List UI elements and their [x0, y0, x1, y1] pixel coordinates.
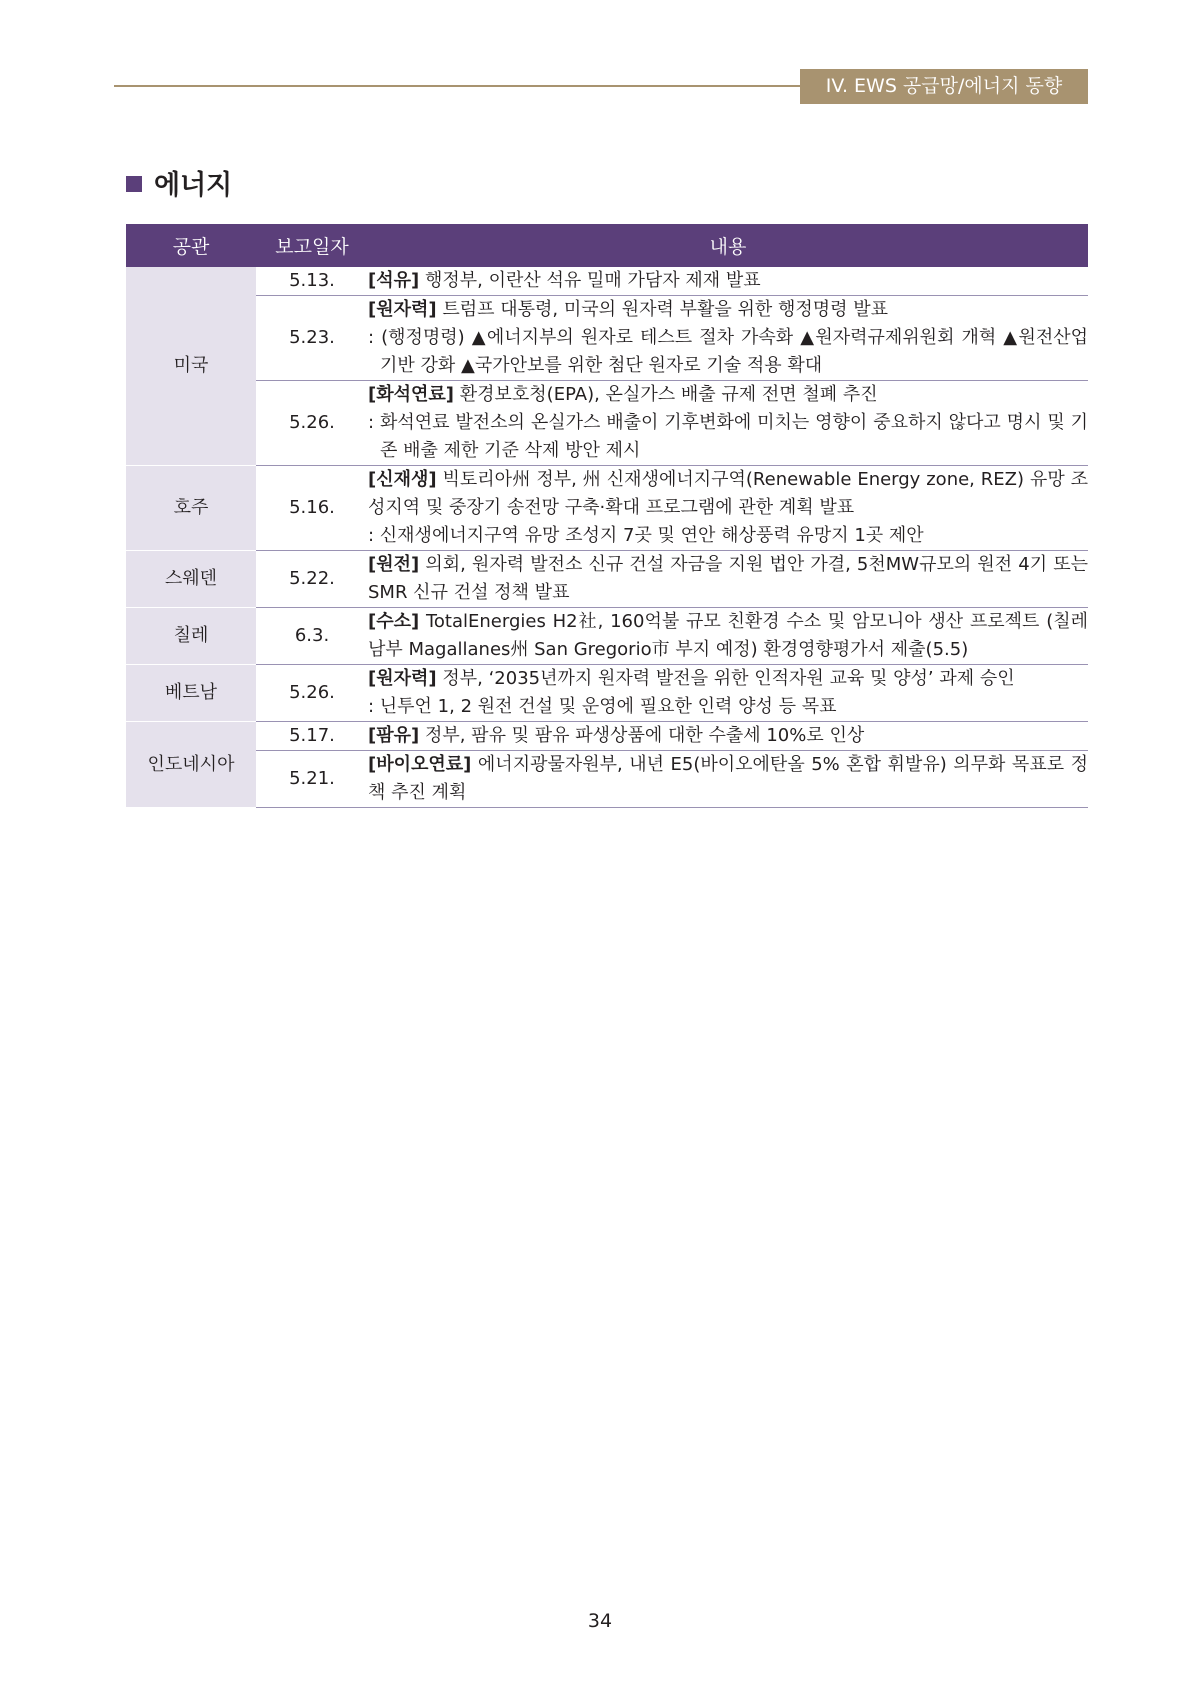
content-detail: : 닌투언 1, 2 원전 건설 및 운영에 필요한 인력 양성 등 목표: [368, 696, 837, 717]
category-tag: [원자력]: [368, 668, 437, 689]
country-cell: 스웨덴: [126, 551, 256, 608]
report-date-cell: 5.16.: [256, 466, 368, 551]
table-row: [126, 722, 1088, 751]
headline-text: 정부, ‘2035년까지 원자력 발전을 위한 인적자원 교육 및 양성’ 과제 승인: [436, 668, 1015, 689]
country-cell: 인도네시아: [126, 722, 256, 808]
table-row: [126, 466, 1088, 551]
content-cell: [368, 722, 1088, 751]
category-tag: [원자력]: [368, 299, 437, 320]
country-cell: 호주: [126, 466, 256, 551]
content-cell: [368, 665, 1088, 722]
chapter-tab: IV. EWS 공급망/에너지 동향: [800, 69, 1088, 104]
header-rule: [114, 85, 800, 87]
content-detail: : (행정명령) ▲에너지부의 원자로 테스트 절차 가속화 ▲원자력규제위원회 개혁 ▲원전산업 기반 강화 ▲국가안보를 위한 첨단 원자로 기술 적용 확대: [368, 327, 1088, 376]
table-row: [126, 551, 1088, 608]
content-cell: [368, 296, 1088, 381]
category-tag: [화석연료]: [368, 384, 455, 405]
headline-text: 에너지광물자원부, 내년 E5(바이오에탄올 5% 혼합 휘발유) 의무화 목표로 정책 추진 계획: [368, 754, 1088, 803]
content-cell: [368, 267, 1088, 296]
content-headline: [368, 751, 1088, 807]
table-row: [126, 381, 1088, 466]
headline-text: 빅토리아州 정부, 州 신재생에너지구역(Renewable Energy zone, REZ) 유망 조성지역 및 중장기 송전망 구축·확대 프로그램에 관한 계획 발표: [368, 469, 1088, 518]
content-cell: [368, 381, 1088, 466]
content-headline: [368, 608, 1088, 664]
square-bullet-icon: [126, 176, 142, 192]
content-cell: [368, 551, 1088, 608]
headline-text: 정부, 팜유 및 팜유 파생상품에 대한 수출세 10%로 인상: [419, 725, 865, 746]
headline-text: 트럼프 대통령, 미국의 원자력 부활을 위한 행정명령 발표: [436, 299, 889, 320]
column-header-content: 내용: [368, 224, 1088, 267]
category-tag: [석유]: [368, 270, 420, 291]
report-date-cell: 5.26.: [256, 381, 368, 466]
headline-text: 의회, 원자력 발전소 신규 건설 자금을 지원 법안 가결, 5천MW규모의 원전 4기 또는 SMR 신규 건설 정책 발표: [368, 554, 1088, 603]
content-cell: [368, 608, 1088, 665]
section-title-text: 에너지: [154, 170, 233, 201]
category-tag: [신재생]: [368, 469, 437, 490]
report-date-cell: 5.23.: [256, 296, 368, 381]
category-tag: [수소]: [368, 611, 420, 632]
column-header-country: 공관: [126, 224, 256, 267]
report-date-cell: 5.17.: [256, 722, 368, 751]
table-row: [126, 608, 1088, 665]
report-date-cell: 5.13.: [256, 267, 368, 296]
table-row: [126, 296, 1088, 381]
country-cell: 베트남: [126, 665, 256, 722]
table-row: [126, 665, 1088, 722]
report-date-cell: 5.21.: [256, 751, 368, 808]
report-date-cell: 6.3.: [256, 608, 368, 665]
table-header-row: [126, 224, 1088, 267]
category-tag: [바이오연료]: [368, 754, 472, 775]
headline-text: 행정부, 이란산 석유 밀매 가담자 제재 발표: [419, 270, 761, 291]
page-number: 34: [587, 1610, 613, 1632]
content-headline: [368, 466, 1088, 522]
headline-text: 환경보호청(EPA), 온실가스 배출 규제 전면 철폐 추진: [454, 384, 878, 405]
category-tag: [팜유]: [368, 725, 420, 746]
content-detail: : 신재생에너지구역 유망 조성지 7곳 및 연안 해상풍력 유망지 1곳 제안: [368, 525, 924, 546]
content-headline: [368, 296, 1088, 324]
table-body: [126, 267, 1088, 808]
category-tag: [원전]: [368, 554, 420, 575]
content-headline: [368, 381, 1088, 409]
country-cell: 칠레: [126, 608, 256, 665]
content-headline: [368, 551, 1088, 607]
table-row: [126, 267, 1088, 296]
section-title: [126, 166, 232, 206]
content-headline: [368, 722, 1088, 750]
energy-table: [126, 224, 1088, 808]
headline-text: TotalEnergies H2社, 160억불 규모 친환경 수소 및 암모니아 생산 프로젝트 (칠레 남부 Magallanes州 San Gregorio市 부지 예정) 환경영향평가서 제출(5.5): [368, 611, 1088, 660]
content-cell: [368, 751, 1088, 808]
table-row: [126, 751, 1088, 808]
content-detail: : 화석연료 발전소의 온실가스 배출이 기후변화에 미치는 영향이 중요하지 않다고 명시 및 기존 배출 제한 기준 삭제 방안 제시: [368, 412, 1088, 461]
report-date-cell: 5.22.: [256, 551, 368, 608]
content-cell: [368, 466, 1088, 551]
content-headline: [368, 665, 1088, 693]
country-cell: 미국: [126, 267, 256, 466]
column-header-date: 보고일자: [256, 224, 368, 267]
content-headline: [368, 267, 1088, 295]
report-date-cell: 5.26.: [256, 665, 368, 722]
